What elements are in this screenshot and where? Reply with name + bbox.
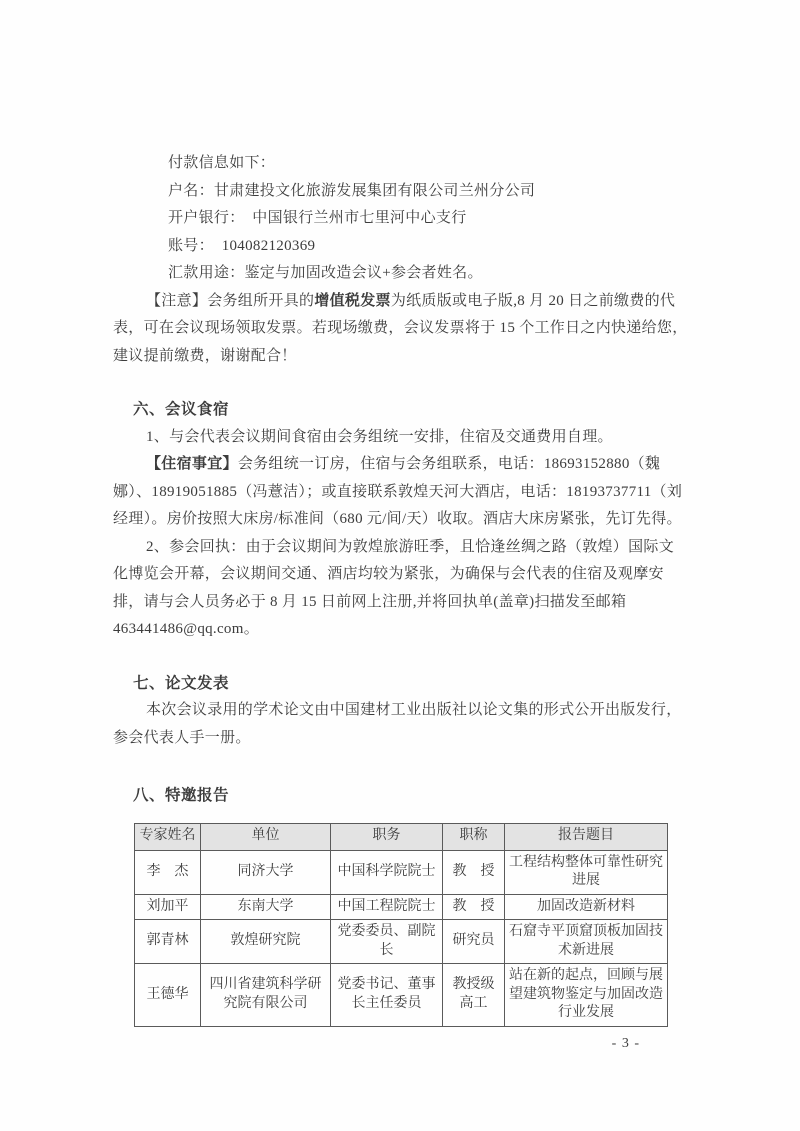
- cell-duty: 中国科学院院士: [331, 850, 443, 894]
- header-expert-name: 专家姓名: [135, 823, 201, 850]
- lodging-paragraph: [113, 451, 688, 534]
- header-organization: 单位: [201, 823, 331, 850]
- cell-duty: 中国工程院院士: [331, 894, 443, 920]
- section-heading-papers: 七、论文发表: [133, 674, 230, 692]
- cell-duty: 党委书记、董事长主任委员: [331, 964, 443, 1027]
- notice-bold-term: 增值税发票: [314, 292, 391, 309]
- payment-account-number: 账号： 104082120369: [168, 237, 316, 254]
- meals-item-1: 1、与会代表会议期间食宿由会务组统一安排，住宿及交通费用自理。: [146, 428, 613, 445]
- papers-body: 本次会议录用的学术论文由中国建材工业出版社以论文集的形式公开出版发行，参会代表人手一册。: [113, 702, 682, 746]
- header-report-topic: 报告题目: [505, 823, 668, 850]
- payment-info-block: [168, 150, 688, 288]
- page-number: - 3 -: [611, 1035, 640, 1051]
- cell-duty: 党委委员、副院长: [331, 920, 443, 964]
- table-row: [135, 850, 668, 894]
- cell-report-topic: 工程结构整体可靠性研究进展: [505, 850, 668, 894]
- invited-speakers-table: [134, 823, 668, 1027]
- lodging-label: 【住宿事宜】: [146, 456, 238, 472]
- lodging-text: 会务组统一订房，住宿与会务组联系，电话：18693152880（魏娜）、18919051885（冯薏洁）；或直接联系敦煌天河大酒店，电话：18193737711（刘经理）。房价按照大床房/标准间（680 元/间/天）收取。酒店大床房紧张，先订先得。: [113, 456, 683, 527]
- cell-report-topic: 加固改造新材料: [505, 894, 668, 920]
- cell-expert-name: 刘加平: [135, 894, 201, 920]
- table-header-row: [135, 823, 668, 850]
- payment-bank: 开户银行： 中国银行兰州市七里河中心支行: [168, 210, 467, 226]
- cell-report-topic: 站在新的起点，回顾与展望建筑物鉴定与加固改造行业发展: [505, 964, 668, 1027]
- cell-expert-name: 李 杰: [135, 850, 201, 894]
- cell-organization: 四川省建筑科学研究院有限公司: [201, 964, 331, 1027]
- notice-suffix: 为纸质版或电子版,8 月 20 日之前缴费的代表，可在会议现场领取发票。若现场缴费，会议发票将于 15 个工作日之内快递给您，建议提前缴费，谢谢配合！: [113, 292, 688, 364]
- cell-title: 研究员: [443, 920, 505, 964]
- cell-report-topic: 石窟寺平顶窟顶板加固技术新进展: [505, 920, 668, 964]
- section-heading-meals: 六、会议食宿: [133, 401, 230, 418]
- notice-prefix: 【注意】会务组所开具的: [146, 292, 315, 309]
- cell-title: 教 授: [443, 850, 505, 894]
- cell-expert-name: 郭青林: [135, 920, 201, 964]
- payment-remittance-purpose: 汇款用途：鉴定与加固改造会议+参会者姓名。: [168, 265, 483, 281]
- meals-item-2: 2、参会回执：由于会议期间为敦煌旅游旺季，且恰逢丝绸之路（敦煌）国际文化博览会开幕，会议期间交通、酒店均较为紧张，为确保与会代表的住宿及观摩安排，请与会人员务必于 8 月 15 日前网上注册,并将回执单(盖章)扫描发至邮箱 463441486@qq.com。: [113, 538, 675, 637]
- header-title: 职称: [443, 823, 505, 850]
- invoice-notice-paragraph: [113, 288, 688, 371]
- header-duty: 职务: [331, 823, 443, 850]
- table-row: [135, 894, 668, 920]
- table-row: [135, 964, 668, 1027]
- payment-intro: 付款信息如下：: [168, 155, 276, 171]
- section-heading-reports: 八、特邀报告: [133, 787, 230, 804]
- cell-organization: 东南大学: [201, 894, 331, 920]
- cell-organization: 同济大学: [201, 850, 331, 894]
- cell-title: 教 授: [443, 894, 505, 920]
- table-row: [135, 920, 668, 964]
- cell-organization: 敦煌研究院: [201, 920, 331, 964]
- payment-account-name: 户名：甘肃建投文化旅游发展集团有限公司兰州分公司: [168, 182, 536, 199]
- cell-title: 教授级高工: [443, 964, 505, 1027]
- cell-expert-name: 王德华: [135, 964, 201, 1027]
